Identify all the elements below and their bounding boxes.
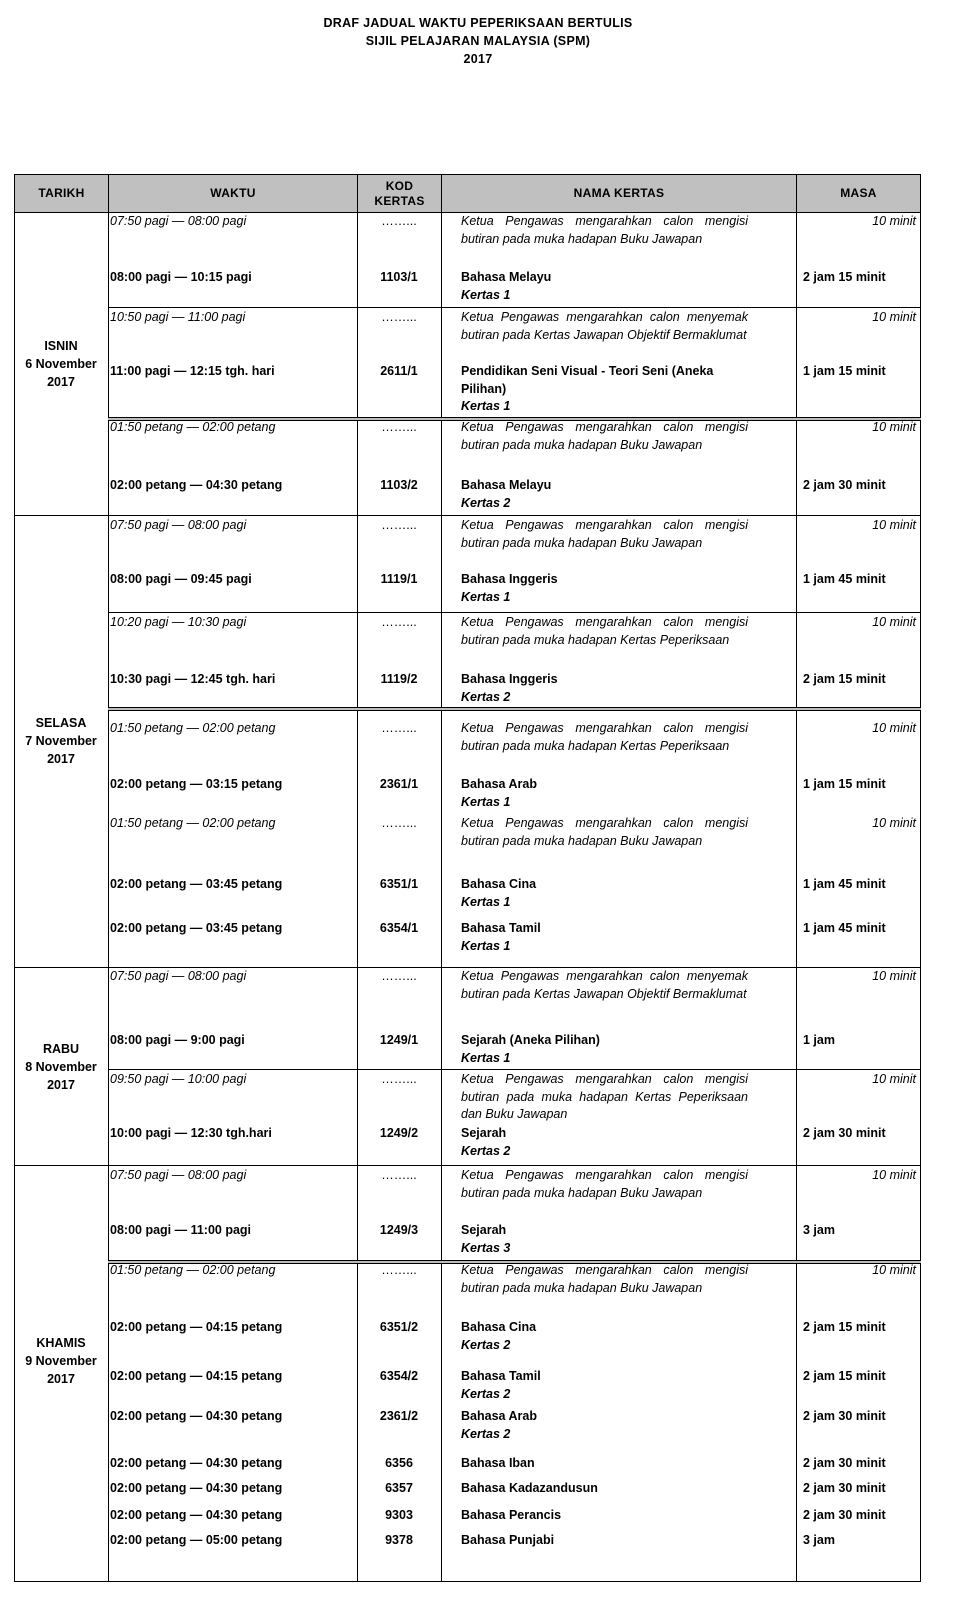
masa-cell: 2 jam 30 minit — [803, 1409, 886, 1423]
nama-kertas-cell: Bahasa Arab — [461, 1409, 537, 1423]
kod-kertas-cell: 9378 — [385, 1533, 413, 1547]
kod-kertas-cell: ……... — [381, 1072, 417, 1086]
header-waktu: WAKTU — [108, 174, 358, 213]
kod-kertas-cell: ……... — [381, 214, 417, 228]
nama-kertas-cell: Ketua Pengawas mengarahkan calon mengisi butiran pada muka hadapan Buku Jawapan — [461, 420, 748, 452]
waktu-cell: 08:00 pagi — 10:15 pagi — [110, 270, 252, 284]
nama-kertas-cell: Ketua Pengawas mengarahkan calon menyemak butiran pada Kertas Jawapan Objektif Bermaklumat — [461, 310, 748, 342]
grid-line — [108, 707, 921, 711]
waktu-cell: 01:50 petang — 02:00 petang — [110, 420, 276, 434]
kod-kertas-cell: ……... — [381, 721, 417, 735]
waktu-cell: 02:00 petang — 04:30 petang — [110, 1456, 283, 1470]
day-cell-rabu: RABU 8 November 2017 — [25, 1042, 97, 1092]
waktu-cell: 07:50 pagi — 08:00 pagi — [110, 1168, 247, 1182]
nama-kertas-cell: Bahasa Arab — [461, 777, 537, 791]
waktu-cell: 02:00 petang — 03:45 petang — [110, 921, 283, 935]
masa-cell: 10 minit — [872, 310, 916, 324]
masa-cell: 1 jam 15 minit — [803, 777, 886, 791]
masa-cell: 2 jam 30 minit — [803, 1508, 886, 1522]
nama-kertas-cell: Ketua Pengawas mengarahkan calon mengisi butiran pada muka hadapan Buku Jawapan — [461, 518, 748, 550]
nama-kertas-cell: Sejarah — [461, 1223, 507, 1237]
masa-cell: 10 minit — [872, 969, 916, 983]
waktu-cell: 10:20 pagi — 10:30 pagi — [110, 615, 247, 629]
nama-kertas-cell: Ketua Pengawas mengarahkan calon menyemak butiran pada Kertas Jawapan Objektif Bermaklumat — [461, 969, 748, 1001]
masa-cell: 1 jam 45 minit — [803, 572, 886, 586]
grid-line — [441, 174, 442, 1582]
waktu-cell: 10:00 pagi — 12:30 tgh.hari — [110, 1126, 272, 1140]
header-tarikh: TARIKH — [14, 174, 109, 213]
masa-cell: 10 minit — [872, 816, 916, 830]
nama-kertas-cell: Sejarah (Aneka Pilihan) — [461, 1033, 600, 1047]
grid-line — [108, 612, 921, 613]
nama-kertas-cell: Ketua Pengawas mengarahkan calon mengisi butiran pada muka hadapan Buku Jawapan — [461, 1168, 748, 1200]
timetable — [14, 174, 921, 1582]
kod-kertas-cell: ……... — [381, 420, 417, 434]
kod-kertas-cell: 6351/1 — [379, 877, 419, 891]
masa-cell: 2 jam 15 minit — [803, 672, 886, 686]
nama-kertas-cell: Ketua Pengawas mengarahkan calon mengisi butiran pada muka hadapan Kertas Peperiksaan — [461, 721, 748, 753]
waktu-cell: 02:00 petang — 04:30 petang — [110, 1508, 283, 1522]
grid-line — [14, 515, 921, 516]
masa-cell: 3 jam — [803, 1223, 835, 1237]
waktu-cell: 01:50 petang — 02:00 petang — [110, 721, 276, 735]
masa-cell: 2 jam 30 minit — [803, 1126, 886, 1140]
grid-line — [14, 174, 921, 175]
waktu-cell: 01:50 petang — 02:00 petang — [110, 816, 276, 830]
masa-cell: 10 minit — [872, 721, 916, 735]
nama-kertas-cell: Bahasa Tamil — [461, 1369, 541, 1383]
waktu-cell: 02:00 petang — 03:45 petang — [110, 877, 283, 891]
kertas-label: Kertas 1 — [461, 938, 511, 953]
kertas-label: Kertas 1 — [461, 1050, 511, 1065]
header-masa: MASA — [796, 174, 921, 213]
nama-kertas-cell: Ketua Pengawas mengarahkan calon mengisi butiran pada muka hadapan Buku Jawapan — [461, 214, 748, 246]
masa-cell: 3 jam — [803, 1533, 835, 1547]
masa-cell: 1 jam 15 minit — [803, 364, 886, 378]
day-cell-isnin: ISNIN 6 November 2017 — [25, 339, 97, 389]
waktu-cell: 02:00 petang — 04:30 petang — [110, 1409, 283, 1423]
masa-cell: 10 minit — [872, 615, 916, 629]
nama-kertas-cell: Bahasa Perancis — [461, 1508, 562, 1522]
kod-kertas-cell: 1249/1 — [379, 1033, 419, 1047]
waktu-cell: 02:00 petang — 04:15 petang — [110, 1369, 283, 1383]
kod-kertas-cell: 1103/1 — [380, 270, 418, 284]
masa-cell: 10 minit — [872, 1263, 916, 1277]
masa-cell: 2 jam 15 minit — [803, 270, 886, 284]
nama-kertas-cell: Ketua Pengawas mengarahkan calon mengisi butiran pada muka hadapan Buku Jawapan — [461, 1263, 748, 1295]
waktu-cell: 07:50 pagi — 08:00 pagi — [110, 969, 247, 983]
kod-kertas-cell: 6357 — [385, 1481, 413, 1495]
kertas-label: Kertas 1 — [461, 399, 511, 413]
kod-kertas-cell: ……... — [381, 518, 417, 532]
waktu-cell: 02:00 petang — 05:00 petang — [110, 1533, 283, 1547]
waktu-cell: 07:50 pagi — 08:00 pagi — [110, 518, 247, 532]
masa-cell: 1 jam 45 minit — [803, 877, 886, 891]
nama-kertas-cell: Bahasa Iban — [461, 1456, 535, 1470]
masa-cell: 2 jam 15 minit — [803, 1369, 886, 1383]
nama-kertas-cell: Pendidikan Seni Visual - Teori Seni (Aneka Pilihan) — [461, 364, 714, 396]
kertas-label: Kertas 2 — [461, 1386, 511, 1401]
document-title — [0, 14, 956, 68]
grid-line — [14, 1165, 921, 1166]
nama-kertas-cell: Sejarah — [461, 1126, 507, 1140]
kod-kertas-cell: 6356 — [385, 1456, 413, 1470]
header-nama-kertas: NAMA KERTAS — [441, 174, 797, 213]
waktu-cell: 08:00 pagi — 11:00 pagi — [110, 1223, 252, 1237]
waktu-cell: 09:50 pagi — 10:00 pagi — [110, 1072, 247, 1086]
kod-kertas-cell: 6351/2 — [379, 1320, 419, 1334]
day-cell-selasa: SELASA 7 November 2017 — [25, 716, 97, 766]
waktu-cell: 07:50 pagi — 08:00 pagi — [110, 214, 247, 228]
title-line-1: DRAF JADUAL WAKTU PEPERIKSAAN BERTULIS — [323, 16, 633, 30]
kod-kertas-cell: 6354/2 — [379, 1369, 419, 1383]
kod-kertas-cell: ……... — [381, 816, 417, 830]
nama-kertas-cell: Ketua Pengawas mengarahkan calon mengisi butiran pada muka hadapan Buku Jawapan — [461, 816, 748, 848]
nama-kertas-cell: Bahasa Melayu — [461, 270, 552, 284]
nama-kertas-cell: Bahasa Inggeris — [461, 572, 558, 586]
kertas-label: Kertas 1 — [461, 287, 511, 302]
nama-kertas-cell: Bahasa Inggeris — [461, 672, 558, 686]
waktu-cell: 01:50 petang — 02:00 petang — [110, 1263, 276, 1277]
kertas-label: Kertas 2 — [461, 1426, 511, 1441]
grid-line — [108, 1069, 921, 1070]
nama-kertas-cell: Bahasa Kadazandusun — [461, 1481, 598, 1495]
masa-cell: 10 minit — [872, 1168, 916, 1182]
kod-kertas-cell: 2611/1 — [380, 364, 418, 378]
nama-kertas-cell: Bahasa Melayu — [461, 478, 552, 492]
nama-kertas-cell: Bahasa Punjabi — [461, 1533, 555, 1547]
masa-cell: 10 minit — [872, 518, 916, 532]
waktu-cell: 02:00 petang — 03:15 petang — [110, 777, 283, 791]
masa-cell: 2 jam 30 minit — [803, 1481, 886, 1495]
waktu-cell: 02:00 petang — 04:30 petang — [110, 1481, 283, 1495]
masa-cell: 10 minit — [872, 214, 916, 228]
kod-kertas-cell: ……... — [381, 1263, 417, 1277]
grid-line — [920, 174, 921, 1582]
grid-line — [796, 174, 797, 1582]
kod-kertas-cell: 9303 — [385, 1508, 413, 1522]
kod-kertas-cell: 2361/1 — [379, 777, 419, 791]
kertas-label: Kertas 2 — [461, 689, 511, 704]
nama-kertas-cell: Bahasa Tamil — [461, 921, 541, 935]
kertas-label: Kertas 2 — [461, 1337, 511, 1352]
day-cell-khamis: KHAMIS 9 November 2017 — [25, 1336, 97, 1386]
kod-kertas-cell: 6354/1 — [379, 921, 419, 935]
nama-kertas-cell: Bahasa Cina — [461, 1320, 537, 1334]
title-line-3: 2017 — [463, 52, 493, 66]
kertas-label: Kertas 1 — [461, 894, 511, 909]
waktu-cell: 02:00 petang — 04:15 petang — [110, 1320, 283, 1334]
masa-cell: 2 jam 30 minit — [803, 1456, 886, 1470]
kod-kertas-cell: 2361/2 — [379, 1409, 419, 1423]
kertas-label: Kertas 2 — [461, 495, 511, 510]
waktu-cell: 10:50 pagi — 11:00 pagi — [110, 310, 246, 324]
masa-cell: 2 jam 30 minit — [803, 478, 886, 492]
kod-kertas-cell: ……... — [381, 969, 417, 983]
waktu-cell: 02:00 petang — 04:30 petang — [110, 478, 283, 492]
grid-line — [14, 1581, 921, 1582]
masa-cell: 1 jam — [803, 1033, 835, 1047]
nama-kertas-cell: Bahasa Cina — [461, 877, 537, 891]
waktu-cell: 08:00 pagi — 9:00 pagi — [110, 1033, 245, 1047]
masa-cell: 10 minit — [872, 1072, 916, 1086]
header-kod-kertas: KOD KERTAS — [357, 174, 442, 213]
kod-kertas-cell: 1249/2 — [379, 1126, 419, 1140]
waktu-cell: 08:00 pagi — 09:45 pagi — [110, 572, 252, 586]
kod-kertas-cell: 1119/2 — [380, 672, 418, 686]
masa-cell: 10 minit — [872, 420, 916, 434]
title-line-2: SIJIL PELAJARAN MALAYSIA (SPM) — [365, 34, 591, 48]
kod-kertas-cell: 1249/3 — [379, 1223, 419, 1237]
kertas-label: Kertas 1 — [461, 589, 511, 604]
kertas-label: Kertas 3 — [461, 1240, 511, 1255]
kod-kertas-cell: 1119/1 — [380, 572, 418, 586]
waktu-cell: 10:30 pagi — 12:45 tgh. hari — [110, 672, 276, 686]
nama-kertas-cell: Ketua Pengawas mengarahkan calon mengisi butiran pada muka hadapan Kertas Peperiksaan — [461, 615, 748, 647]
kod-kertas-cell: ……... — [381, 615, 417, 629]
grid-line — [108, 174, 109, 1582]
masa-cell: 2 jam 15 minit — [803, 1320, 886, 1334]
masa-cell: 1 jam 45 minit — [803, 921, 886, 935]
waktu-cell: 11:00 pagi — 12:15 tgh. hari — [110, 364, 275, 378]
kod-kertas-cell: 1103/2 — [380, 478, 418, 492]
kertas-label: Kertas 2 — [461, 1143, 511, 1158]
nama-kertas-cell: Ketua Pengawas mengarahkan calon mengisi butiran pada muka hadapan Kertas Peperiksaan dan Buku Jawapan — [461, 1072, 748, 1121]
kod-kertas-cell: ……... — [381, 310, 417, 324]
grid-line — [108, 307, 921, 308]
kod-kertas-cell: ……... — [381, 1168, 417, 1182]
kertas-label: Kertas 1 — [461, 794, 511, 809]
